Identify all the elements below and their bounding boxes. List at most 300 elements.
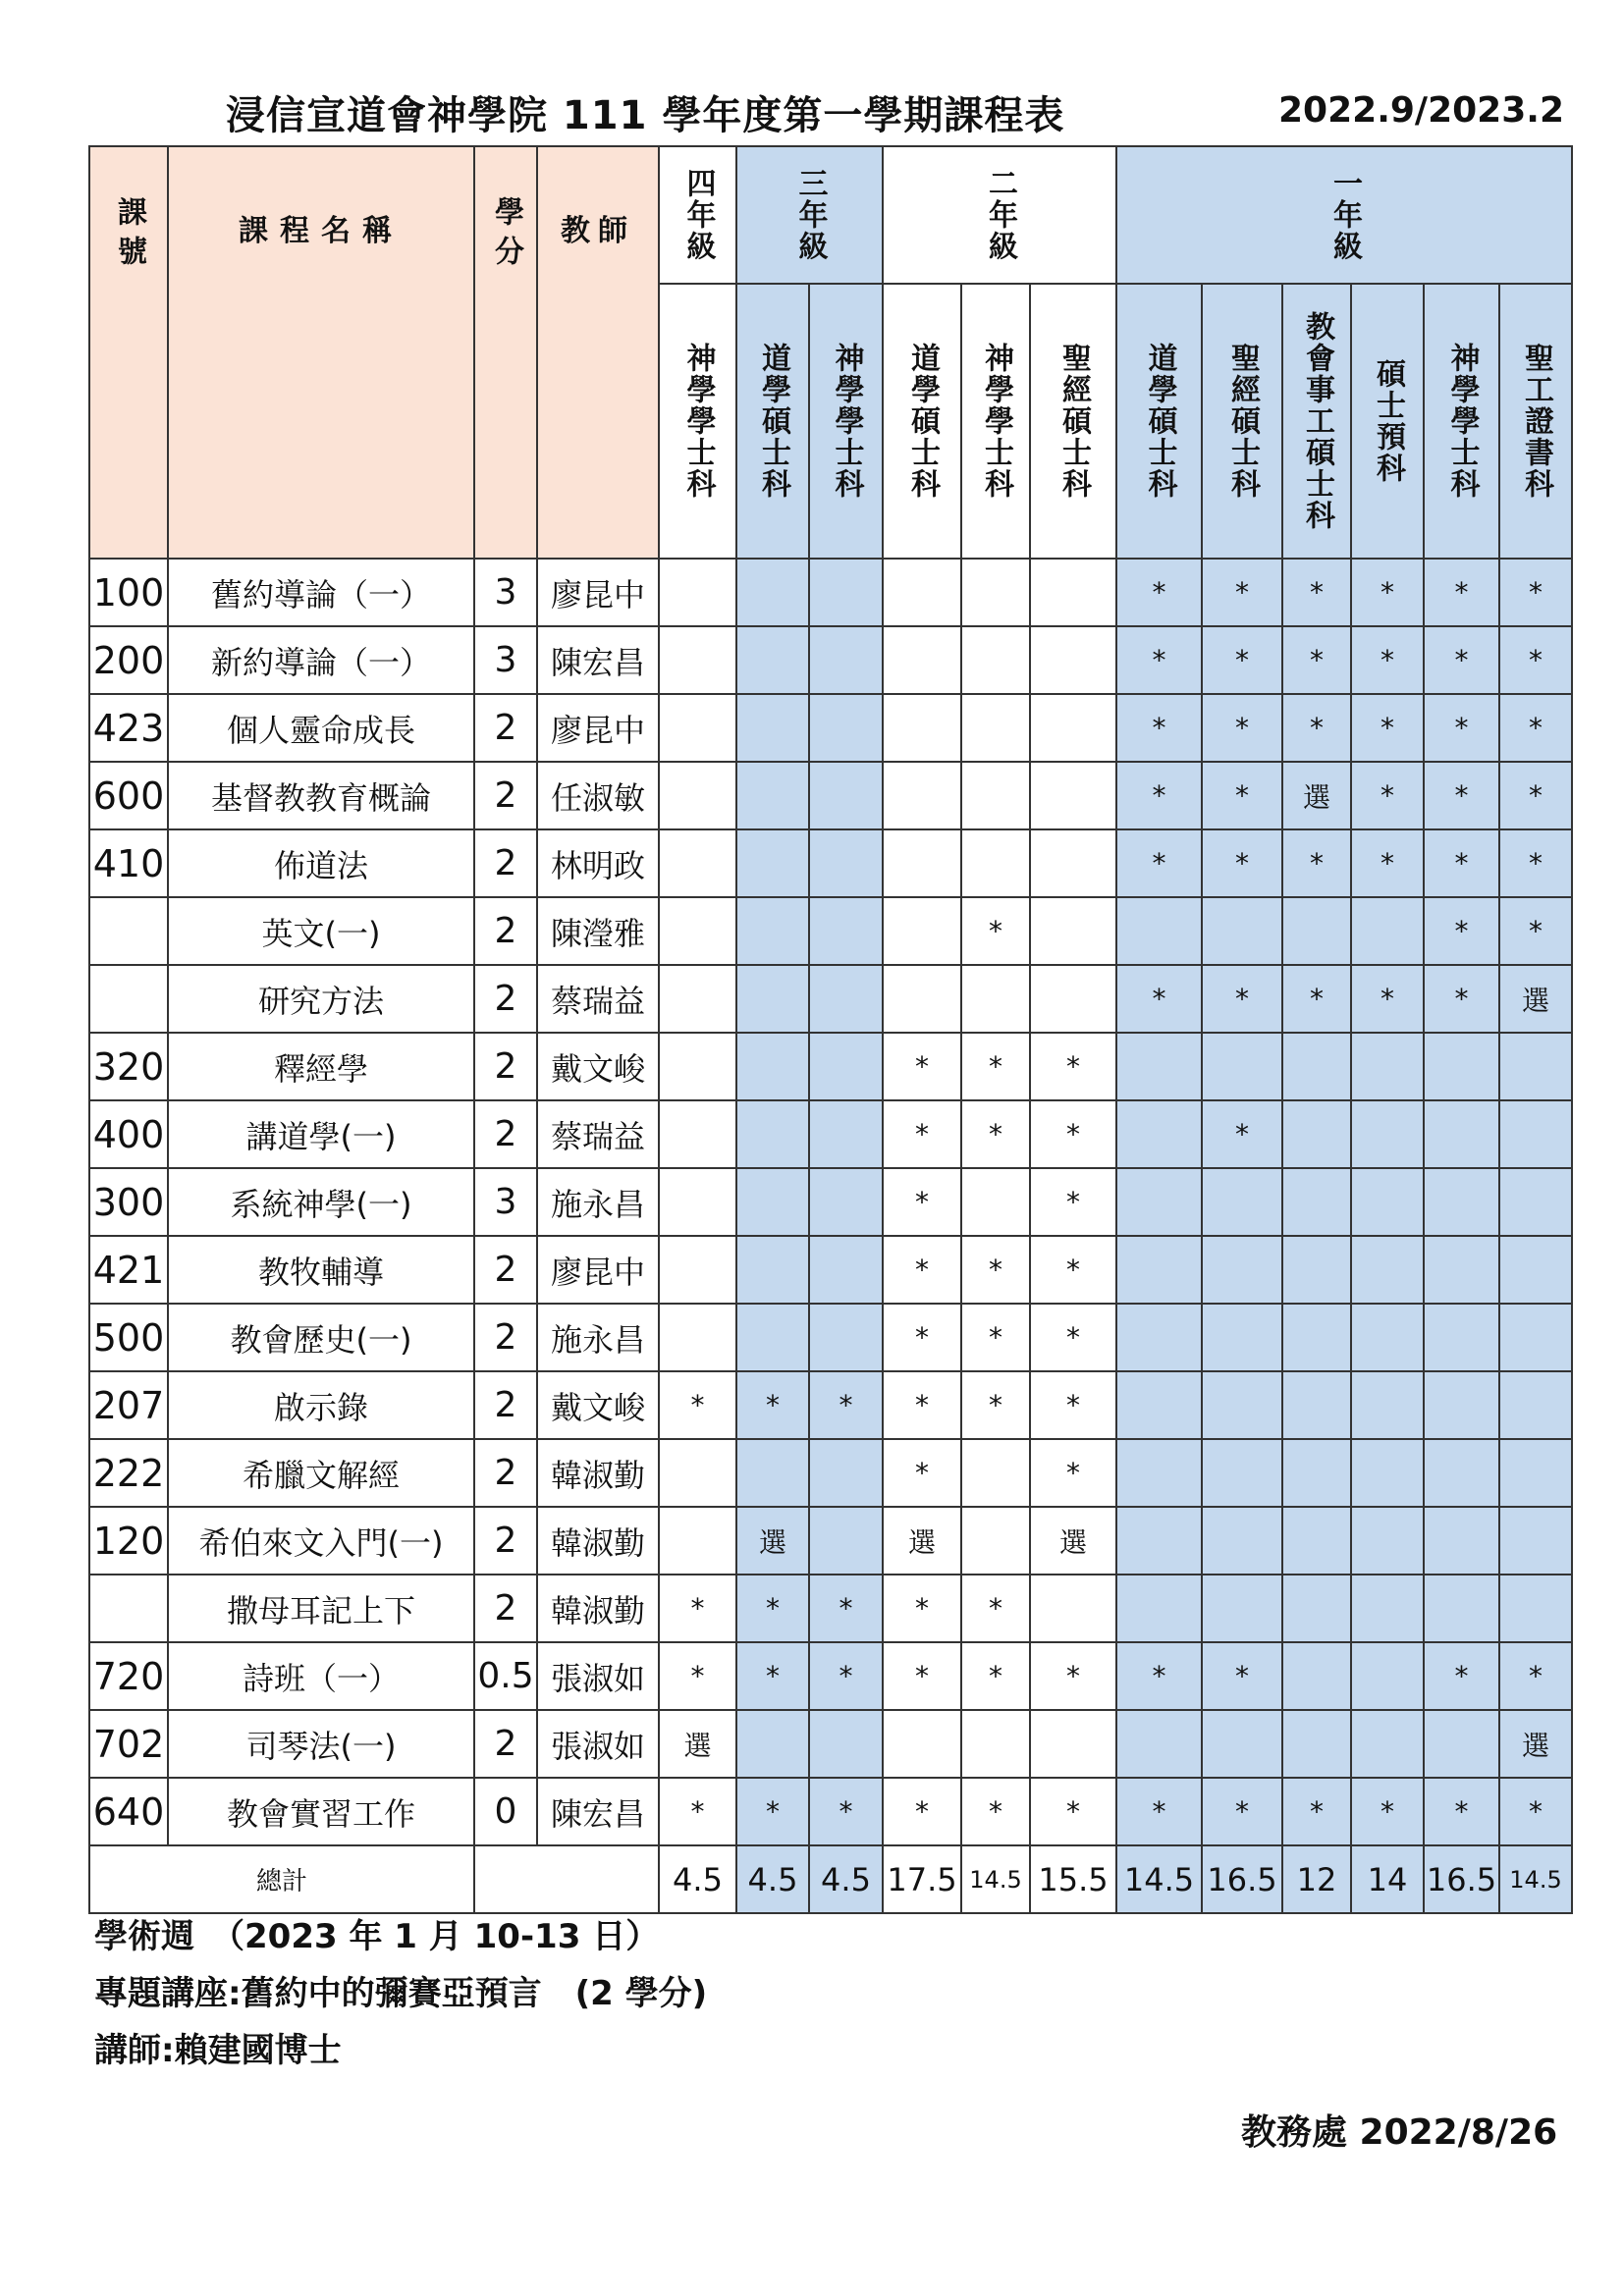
program-mark [1351,1236,1424,1304]
program-mark [659,694,736,762]
program-mark [883,559,961,626]
program-mark [961,829,1030,897]
total-value: 17.5 [883,1845,961,1913]
program-mark: * [659,1778,736,1845]
table-row [89,1100,1572,1168]
course-name: 研究方法 [168,965,474,1033]
table-row [89,1371,1572,1439]
course-teacher: 施永昌 [537,1168,659,1236]
program-mark [1351,897,1424,965]
program-mark [659,897,736,965]
table-row [89,694,1572,762]
program-mark: * [1030,1236,1116,1304]
program-mark: * [1116,829,1202,897]
program-mark [1499,1033,1572,1100]
program-mark [1499,1575,1572,1642]
course-name: 希臘文解經 [168,1439,474,1507]
program-mark: * [1351,694,1424,762]
program-mark [1282,1168,1351,1236]
course-code: 410 [89,829,168,897]
program-mark [809,762,883,829]
program-mark: * [961,1371,1030,1439]
course-credit: 2 [474,1033,537,1100]
course-code: 320 [89,1033,168,1100]
program-header: 神學學士科 [961,284,1030,559]
course-teacher: 任淑敏 [537,762,659,829]
program-mark [809,1710,883,1778]
program-mark [961,626,1030,694]
program-mark [1202,1304,1282,1371]
course-credit: 3 [474,1168,537,1236]
program-mark [1499,1236,1572,1304]
course-name: 舊約導論（一） [168,559,474,626]
table-row [89,1439,1572,1507]
program-mark [1116,1168,1202,1236]
course-name: 教會歷史(一) [168,1304,474,1371]
program-mark: * [883,1642,961,1710]
program-mark [1282,1575,1351,1642]
program-mark [883,965,961,1033]
table-row [89,1168,1572,1236]
table-row [89,559,1572,626]
program-mark [1351,1642,1424,1710]
program-mark [736,694,809,762]
grade-3-header: 三年級 [736,146,883,284]
program-mark [1351,1575,1424,1642]
program-mark [1202,1033,1282,1100]
total-value: 15.5 [1030,1845,1116,1913]
program-mark: * [961,1778,1030,1845]
program-mark [1499,1371,1572,1439]
program-mark: * [1202,626,1282,694]
program-header: 聖經碩士科 [1202,284,1282,559]
program-mark: 選 [659,1710,736,1778]
program-mark: * [1499,829,1572,897]
program-mark [736,897,809,965]
program-mark [736,1236,809,1304]
program-mark: * [1424,965,1499,1033]
program-mark [1424,1575,1499,1642]
program-mark [1282,1304,1351,1371]
course-code: 640 [89,1778,168,1845]
program-mark: * [883,1371,961,1439]
program-mark: * [1499,1778,1572,1845]
course-credit: 2 [474,1439,537,1507]
course-code: 400 [89,1100,168,1168]
program-mark: * [659,1575,736,1642]
program-mark [736,626,809,694]
course-code: 600 [89,762,168,829]
program-mark [1202,1507,1282,1575]
program-mark [961,965,1030,1033]
program-mark: 選 [1030,1507,1116,1575]
course-code: 300 [89,1168,168,1236]
grade-2-header: 二年級 [883,146,1116,284]
course-credit: 2 [474,1507,537,1575]
course-credit: 0.5 [474,1642,537,1710]
program-mark [1030,1575,1116,1642]
grade-4-header: 四年級 [659,146,736,284]
total-value: 4.5 [809,1845,883,1913]
program-mark: * [736,1575,809,1642]
lecture-note: 專題講座:舊約中的彌賽亞預言 (2 學分) [94,1974,708,2013]
program-mark [659,1439,736,1507]
program-mark: * [1202,694,1282,762]
program-mark [883,626,961,694]
program-mark [809,965,883,1033]
total-value: 14.5 [1499,1845,1572,1913]
course-teacher: 陳宏昌 [537,626,659,694]
program-mark [809,829,883,897]
program-mark: * [809,1778,883,1845]
program-mark [1030,762,1116,829]
program-mark: * [1030,1033,1116,1100]
course-teacher: 蔡瑞益 [537,965,659,1033]
total-value: 14 [1351,1845,1424,1913]
program-mark [1116,1100,1202,1168]
program-mark [1499,1168,1572,1236]
program-mark: * [809,1575,883,1642]
program-mark [736,1304,809,1371]
table-row [89,829,1572,897]
course-code: 222 [89,1439,168,1507]
program-mark [1202,1168,1282,1236]
total-value: 12 [1282,1845,1351,1913]
program-mark [1030,626,1116,694]
program-mark [736,1439,809,1507]
date-range: 2022.9/2023.2 [1278,90,1564,131]
program-mark: * [883,1575,961,1642]
program-mark: * [1499,626,1572,694]
program-header: 道學碩士科 [883,284,961,559]
program-mark [1499,1304,1572,1371]
program-mark: * [1282,626,1351,694]
course-teacher: 戴文峻 [537,1033,659,1100]
program-mark [809,1100,883,1168]
program-mark [1202,1439,1282,1507]
program-mark [809,1439,883,1507]
program-mark: * [1351,965,1424,1033]
program-mark [1282,1439,1351,1507]
program-mark: 選 [1499,965,1572,1033]
program-mark [961,1439,1030,1507]
program-mark [809,559,883,626]
program-mark: * [1030,1304,1116,1371]
table-row [89,1778,1572,1845]
totals-label: 總計 [89,1845,474,1913]
table-row [89,1236,1572,1304]
course-code [89,965,168,1033]
program-mark: 選 [883,1507,961,1575]
course-code: 423 [89,694,168,762]
course-credit: 2 [474,1710,537,1778]
program-mark [1424,1507,1499,1575]
course-credit: 3 [474,626,537,694]
program-mark: * [1424,897,1499,965]
course-name: 講道學(一) [168,1100,474,1168]
program-mark [659,1100,736,1168]
program-mark [1282,897,1351,965]
course-teacher: 林明政 [537,829,659,897]
program-mark [1282,1507,1351,1575]
program-mark: * [1282,829,1351,897]
program-mark: * [1116,1642,1202,1710]
program-mark: * [883,1304,961,1371]
program-mark: * [1202,965,1282,1033]
program-mark: * [736,1642,809,1710]
program-mark [736,1100,809,1168]
program-mark: * [1030,1168,1116,1236]
program-mark [1030,694,1116,762]
program-mark [809,1304,883,1371]
program-mark: * [1351,762,1424,829]
program-mark [1202,1371,1282,1439]
course-name: 釋經學 [168,1033,474,1100]
program-mark [659,829,736,897]
program-mark: * [961,1033,1030,1100]
course-table [88,145,1573,1914]
program-mark: * [1424,762,1499,829]
table-row [89,1033,1572,1100]
header-course-name: 課程名稱 [168,146,474,559]
program-header: 碩士預科 [1351,284,1424,559]
program-header: 神學學士科 [809,284,883,559]
course-teacher: 張淑如 [537,1710,659,1778]
course-teacher: 廖昆中 [537,559,659,626]
program-mark [1116,1304,1202,1371]
program-mark [883,762,961,829]
program-mark: * [736,1778,809,1845]
program-mark: * [1202,1642,1282,1710]
program-mark [1116,1439,1202,1507]
totals-blank [474,1845,659,1913]
program-mark [659,626,736,694]
table-row [89,1507,1572,1575]
course-name: 佈道法 [168,829,474,897]
program-header: 教會事工碩士科 [1282,284,1351,559]
program-mark [1030,965,1116,1033]
table-row [89,965,1572,1033]
course-code: 702 [89,1710,168,1778]
program-mark [809,694,883,762]
program-mark: * [1202,762,1282,829]
program-header: 神學學士科 [659,284,736,559]
program-mark [961,762,1030,829]
totals-row [89,1845,1572,1913]
course-code [89,897,168,965]
program-mark: * [1351,829,1424,897]
program-mark: * [659,1371,736,1439]
course-credit: 2 [474,1236,537,1304]
program-mark [736,1033,809,1100]
academic-week-note: 學術週 （2023 年 1 月 10-13 日） [94,1917,660,1956]
header-code: 課號 [89,146,168,559]
course-teacher: 韓淑勤 [537,1439,659,1507]
table-row [89,626,1572,694]
course-credit: 2 [474,829,537,897]
table-row [89,1304,1572,1371]
program-mark [659,1236,736,1304]
program-mark [736,1168,809,1236]
program-mark [1351,1033,1424,1100]
table-row [89,1575,1572,1642]
program-mark [1282,1033,1351,1100]
program-mark: * [883,1236,961,1304]
program-mark: * [659,1642,736,1710]
program-mark: * [1424,559,1499,626]
program-mark [1202,1236,1282,1304]
course-code: 100 [89,559,168,626]
program-mark [1424,1168,1499,1236]
table-row [89,1710,1572,1778]
course-name: 希伯來文入門(一) [168,1507,474,1575]
program-mark: * [809,1642,883,1710]
program-mark: 選 [736,1507,809,1575]
program-mark: * [961,1575,1030,1642]
course-credit: 3 [474,559,537,626]
program-mark: * [1282,1778,1351,1845]
program-mark [736,1710,809,1778]
course-name: 系統神學(一) [168,1168,474,1236]
program-mark: * [1030,1778,1116,1845]
program-mark: * [1030,1439,1116,1507]
program-mark [736,762,809,829]
program-mark [659,1168,736,1236]
program-mark [883,694,961,762]
course-teacher: 廖昆中 [537,1236,659,1304]
program-mark: * [1424,829,1499,897]
program-mark: * [1030,1100,1116,1168]
table-row [89,897,1572,965]
program-mark: * [1499,694,1572,762]
program-mark: * [1116,762,1202,829]
program-mark: * [1282,694,1351,762]
total-value: 16.5 [1202,1845,1282,1913]
program-mark [1351,1168,1424,1236]
program-mark [659,559,736,626]
course-credit: 0 [474,1778,537,1845]
course-credit: 2 [474,1304,537,1371]
course-code [89,1575,168,1642]
program-mark [659,1507,736,1575]
program-mark [1282,1371,1351,1439]
program-mark: * [1499,559,1572,626]
total-value: 14.5 [1116,1845,1202,1913]
course-rows [89,559,1572,1845]
program-mark: * [1202,829,1282,897]
program-mark [1116,1575,1202,1642]
program-mark: * [1424,1778,1499,1845]
program-mark: 選 [1282,762,1351,829]
program-mark: * [961,897,1030,965]
course-name: 司琴法(一) [168,1710,474,1778]
program-mark: * [1116,559,1202,626]
program-mark [961,1168,1030,1236]
program-mark: * [1499,1642,1572,1710]
program-mark [1351,1507,1424,1575]
program-mark: * [1424,1642,1499,1710]
course-name: 基督教教育概論 [168,762,474,829]
course-name: 啟示錄 [168,1371,474,1439]
program-mark [736,559,809,626]
program-header: 聖工證書科 [1499,284,1572,559]
program-header: 道學碩士科 [736,284,809,559]
course-teacher: 廖昆中 [537,694,659,762]
course-name: 新約導論（一） [168,626,474,694]
program-mark [1116,1507,1202,1575]
program-mark: * [883,1033,961,1100]
course-credit: 2 [474,965,537,1033]
program-mark [1116,1033,1202,1100]
program-mark [1116,1236,1202,1304]
course-teacher: 張淑如 [537,1642,659,1710]
course-name: 英文(一) [168,897,474,965]
program-mark: * [883,1439,961,1507]
course-teacher: 陳瀅雅 [537,897,659,965]
total-value: 16.5 [1424,1845,1499,1913]
program-mark [1116,1371,1202,1439]
program-mark [809,1033,883,1100]
program-mark: 選 [1499,1710,1572,1778]
notes-block [94,1908,707,2079]
program-mark: * [1030,1371,1116,1439]
program-mark [1424,1304,1499,1371]
program-mark [809,1168,883,1236]
program-mark [1424,1439,1499,1507]
course-teacher: 陳宏昌 [537,1778,659,1845]
table-row [89,762,1572,829]
program-mark [1202,897,1282,965]
lecturer-note: 講師:賴建國博士 [94,2031,342,2070]
course-code: 500 [89,1304,168,1371]
program-mark [1499,1439,1572,1507]
course-credit: 2 [474,1575,537,1642]
program-mark: * [1499,897,1572,965]
program-mark [961,559,1030,626]
program-mark [883,829,961,897]
course-code: 207 [89,1371,168,1439]
program-mark [659,1304,736,1371]
program-mark: * [961,1236,1030,1304]
course-teacher: 戴文峻 [537,1371,659,1439]
program-mark [659,762,736,829]
program-mark [1351,1100,1424,1168]
program-mark [1282,1710,1351,1778]
program-mark: * [809,1371,883,1439]
course-teacher: 韓淑勤 [537,1575,659,1642]
program-mark: * [883,1100,961,1168]
program-mark: * [1202,1100,1282,1168]
program-mark [1282,1642,1351,1710]
program-mark [736,829,809,897]
program-mark: * [961,1304,1030,1371]
course-code: 200 [89,626,168,694]
program-header: 道學碩士科 [1116,284,1202,559]
program-mark [883,1710,961,1778]
program-mark [1351,1304,1424,1371]
program-mark [961,694,1030,762]
program-mark: * [1499,762,1572,829]
total-value: 14.5 [961,1845,1030,1913]
program-mark: * [961,1642,1030,1710]
program-mark [1351,1710,1424,1778]
issuer-footer: 教務處 2022/8/26 [1241,2112,1558,2153]
program-mark [1424,1371,1499,1439]
program-mark: * [1424,626,1499,694]
program-mark [961,1710,1030,1778]
program-mark [1351,1439,1424,1507]
course-code: 421 [89,1236,168,1304]
